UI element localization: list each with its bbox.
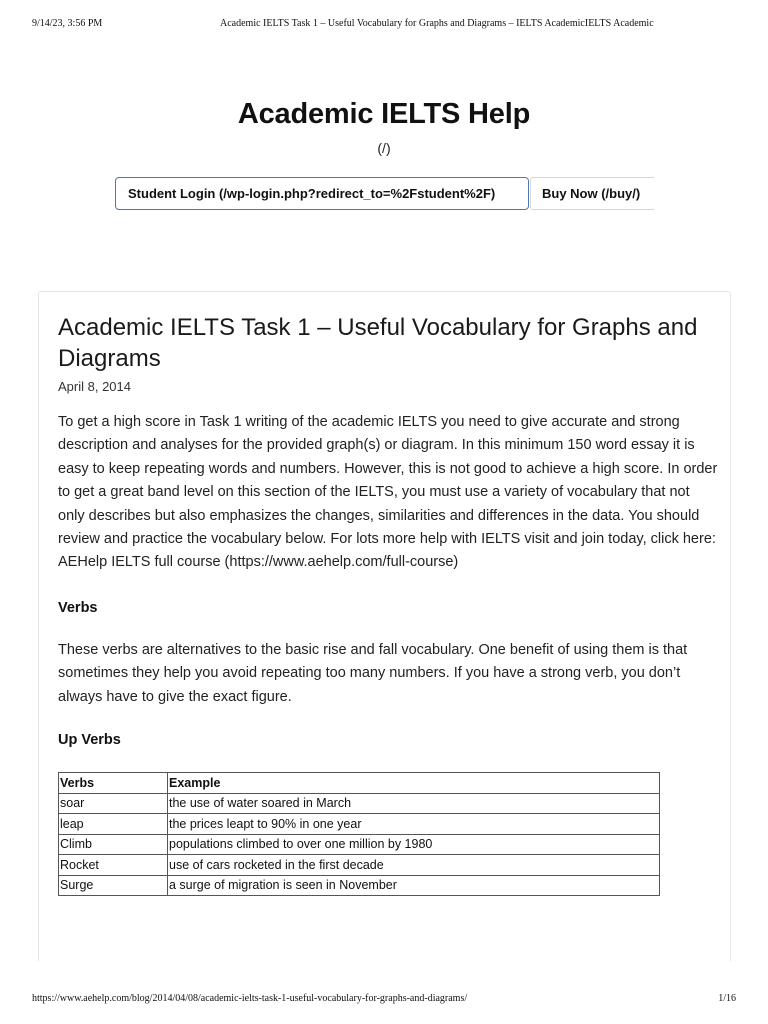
verbs-heading: Verbs	[58, 600, 98, 616]
example-cell: a surge of migration is seen in November	[168, 875, 660, 896]
table-header-row	[59, 773, 660, 794]
verb-cell: Rocket	[59, 855, 168, 876]
example-cell: populations climbed to over one million by 1980	[168, 834, 660, 855]
example-cell: the use of water soared in March	[168, 793, 660, 814]
print-header	[32, 18, 736, 32]
page-number: 1/16	[718, 993, 736, 1004]
table-row	[59, 834, 660, 855]
article-date: April 8, 2014	[58, 379, 131, 394]
column-header-verbs: Verbs	[59, 773, 168, 794]
table-row	[59, 793, 660, 814]
site-title[interactable]: Academic IELTS Help	[237, 98, 531, 130]
up-verbs-table	[58, 772, 660, 896]
verb-cell: soar	[59, 793, 168, 814]
home-link[interactable]: (/)	[377, 140, 391, 156]
verb-cell: leap	[59, 814, 168, 835]
article-title: Academic IELTS Task 1 – Useful Vocabulary for Graphs and Diagrams	[58, 314, 698, 372]
print-document-title: Academic IELTS Task 1 – Useful Vocabulary for Graphs and Diagrams – IELTS AcademicIELTS Academic	[220, 18, 654, 29]
print-date: 9/14/23, 3:56 PM	[32, 18, 103, 29]
verb-cell: Surge	[59, 875, 168, 896]
verb-cell: Climb	[59, 834, 168, 855]
up-verbs-heading: Up Verbs	[58, 732, 121, 748]
verbs-paragraph: These verbs are alternatives to the basic rise and fall vocabulary. One benefit of using them is that sometimes they help you avoid repeating too many numbers. If you have a strong verb, you don’t always have to give the exact figure.	[58, 642, 688, 705]
print-footer	[32, 993, 736, 1007]
print-url: https://www.aehelp.com/blog/2014/04/08/academic-ielts-task-1-useful-vocabulary-for-graphs-and-diagrams/	[32, 993, 468, 1004]
table-row	[59, 875, 660, 896]
example-cell: use of cars rocketed in the first decade	[168, 855, 660, 876]
example-cell: the prices leapt to 90% in one year	[168, 814, 660, 835]
table-row	[59, 855, 660, 876]
intro-paragraph: To get a high score in Task 1 writing of the academic IELTS you need to give accurate and strong description and analyses for the provided graph(s) or diagram. In this minimum 150 word essay it is easy to keep repeating words and numbers. However, this is not good to achieve a high score. In order to get a great band level on this section of the IELTS, you must use a variety of vocabulary that not only describes but also emphasizes the changes, similarities and differences in the data. You should review and practice the vocabulary below. For lots more help with IELTS visit and join today, click here: AEHelp IELTS full course (https://www.aehelp.com/full-course)	[58, 414, 718, 571]
buy-now-button[interactable]: Buy Now (/buy/)	[530, 177, 654, 210]
column-header-example: Example	[168, 773, 660, 794]
student-login-button[interactable]: Student Login (/wp-login.php?redirect_to=%2Fstudent%2F)	[115, 177, 529, 210]
table-row	[59, 814, 660, 835]
